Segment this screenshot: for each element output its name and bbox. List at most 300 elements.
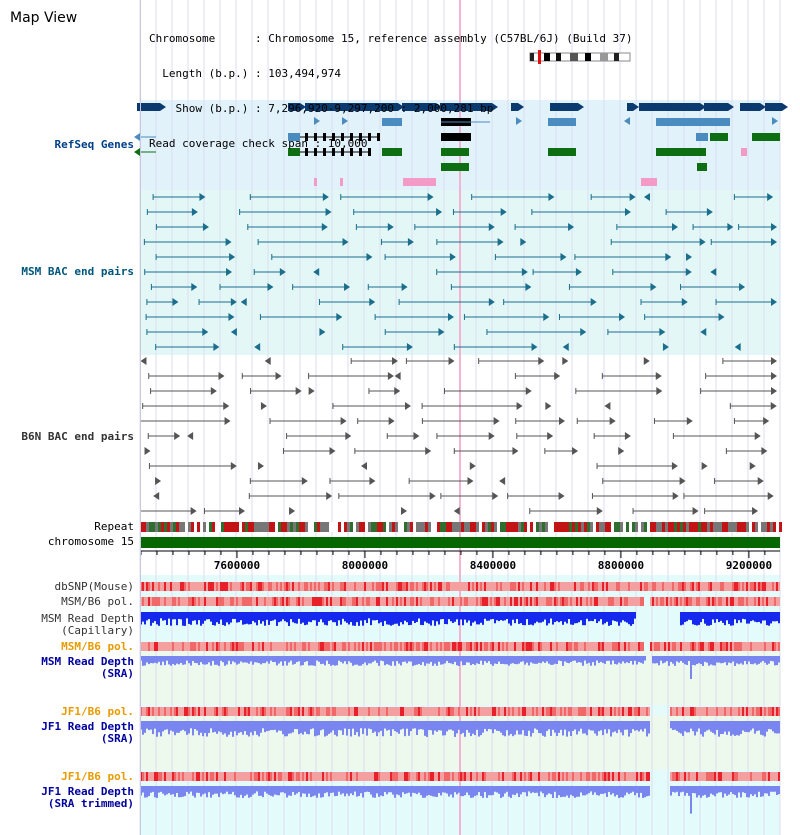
msm-pol-cell — [166, 597, 168, 606]
jf1-pol-cell — [574, 772, 576, 781]
jf1-pol-cell — [338, 772, 340, 781]
jf1-sra-depth-bar — [742, 721, 744, 731]
msm-pol-cell — [202, 642, 204, 651]
jf1-sra-depth-bar — [552, 721, 554, 730]
msm-cap-depth-bar — [354, 612, 356, 626]
b6n-bac-end — [330, 447, 336, 455]
repeat-segment — [224, 522, 227, 532]
track-label-b6n-bac[interactable]: B6N BAC end pairs — [21, 430, 134, 443]
jf1-pol-cell — [238, 707, 240, 716]
jf1-trim-depth-bar — [418, 786, 420, 793]
dbsnp-cell — [746, 582, 748, 591]
msm-pol-cell — [170, 642, 172, 651]
repeat-segment — [491, 522, 494, 532]
repeat-segment — [395, 522, 398, 532]
msm-pol-cell — [274, 642, 276, 651]
msm-cap-depth-bar — [692, 612, 694, 624]
dbsnp-cell — [496, 582, 498, 591]
msm-pol-cell — [576, 642, 578, 651]
jf1-pol-cell — [174, 707, 176, 716]
msm-pol-cell — [542, 642, 544, 651]
msm-pol-cell — [456, 597, 458, 606]
track-label-msm-pol-1[interactable]: MSM/B6 pol. — [61, 595, 134, 608]
jf1-pol-cell — [476, 707, 478, 716]
jf1-pol-cell — [224, 772, 226, 781]
msm-pol-cell — [492, 597, 494, 606]
msm-cap-depth-bar — [146, 612, 148, 620]
jf1-trim-depth-bar — [476, 786, 478, 795]
jf1-pol-cell — [774, 707, 776, 716]
jf1-pol-cell — [184, 707, 186, 716]
msm-sra-depth-bar — [520, 656, 522, 662]
jf1-trim-depth-bar — [718, 786, 720, 792]
msm-cap-depth-bar — [562, 612, 564, 625]
msm-cap-depth-bar — [732, 612, 734, 625]
msm-pol-cell — [568, 642, 570, 651]
msm-pol-cell — [650, 597, 652, 606]
msm-cap-depth-bar — [516, 612, 518, 619]
jf1-pol-cell — [712, 772, 714, 781]
msm-sra-depth-bar — [734, 656, 736, 666]
msm-pol-cell — [620, 642, 622, 651]
jf1-pol-cell — [498, 707, 500, 716]
msm-pol-cell — [334, 597, 336, 606]
repeat-segment — [332, 522, 335, 532]
repeat-segment — [623, 522, 626, 532]
jf1-trim-depth-bar — [480, 786, 482, 796]
dbsnp-cell — [770, 582, 772, 591]
jf1-sra-depth-bar — [292, 721, 294, 732]
b6n-bac-end — [467, 477, 473, 485]
msm-pol-cell — [704, 642, 706, 651]
jf1-sra-depth-bar — [208, 721, 210, 733]
msm-pol-cell — [764, 642, 766, 651]
jf1-sra-depth-bar — [192, 721, 194, 735]
track-label-repeat[interactable]: Repeat — [94, 520, 134, 533]
msm-pol-cell — [496, 597, 498, 606]
msm-pol-cell — [520, 642, 522, 651]
msm-sra-depth-bar — [460, 656, 462, 661]
msm-pol-cell — [390, 597, 392, 606]
msm-pol-cell — [390, 642, 392, 651]
b6n-bac-end — [394, 387, 400, 395]
jf1-trim-depth-bar — [240, 786, 242, 795]
repeat-segment — [584, 522, 587, 532]
jf1-pol-cell — [148, 707, 150, 716]
repeat-segment — [212, 522, 215, 532]
repeat-segment — [287, 522, 290, 532]
jf1-pol-cell — [708, 707, 710, 716]
msm-pol-cell — [296, 597, 298, 606]
jf1-trim-depth-bar — [516, 786, 518, 793]
jf1-sra-depth-bar — [478, 721, 480, 737]
jf1-pol-cell — [144, 772, 146, 781]
msm-cap-depth-bar — [680, 612, 682, 625]
jf1-trim-depth-bar — [180, 786, 182, 797]
jf1-trim-depth-bar — [426, 786, 428, 796]
dbsnp-cell — [772, 582, 774, 591]
msm-cap-depth-bar — [690, 612, 692, 620]
jf1-pol-cell — [428, 772, 430, 781]
msm-cap-depth-bar — [444, 612, 446, 624]
dbsnp-cell — [202, 582, 204, 591]
msm-pol-cell — [656, 642, 658, 651]
jf1-pol-cell — [266, 772, 268, 781]
repeat-segment — [614, 522, 617, 532]
msm-pol-cell — [498, 597, 500, 606]
jf1-trim-depth-bar — [770, 786, 772, 792]
jf1-sra-depth-bar — [272, 721, 274, 730]
dbsnp-cell — [492, 582, 494, 591]
repeat-segment — [407, 522, 410, 532]
jf1-pol-cell — [294, 707, 296, 716]
msm-pol-cell — [234, 597, 236, 606]
jf1-trim-depth-bar — [268, 786, 270, 795]
b6n-bac-end — [771, 372, 777, 380]
b6n-bac-end — [771, 357, 777, 365]
msm-pol-cell — [616, 597, 618, 606]
msm-cap-depth-bar — [242, 612, 244, 625]
jf1-sra-depth-bar — [210, 721, 212, 728]
track-label-msm-depth-sra[interactable]: MSM Read Depth (SRA) — [41, 655, 134, 680]
jf1-pol-cell — [696, 707, 698, 716]
dbsnp-cell — [464, 582, 466, 591]
jf1-pol-cell — [642, 707, 644, 716]
dbsnp-cell — [300, 582, 302, 591]
msm-pol-cell — [412, 597, 414, 606]
msm-pol-cell — [168, 642, 170, 651]
info-line-chromosome: Chromosome : Chromosome 15, reference assembly (C57BL/6J) (Build 37) — [149, 32, 633, 46]
dbsnp-cell — [340, 582, 342, 591]
jf1-trim-depth-bar — [332, 786, 334, 793]
dbsnp-cell — [458, 582, 460, 591]
msm-pol-cell — [696, 642, 698, 651]
msm-sra-depth-bar — [590, 656, 592, 666]
msm-sra-depth-bar — [696, 656, 698, 664]
msm-pol-cell — [488, 642, 490, 651]
track-label-chromosome[interactable]: chromosome 15 — [47, 535, 134, 548]
jf1-pol-cell — [584, 772, 586, 781]
b6n-bac-end — [680, 477, 686, 485]
jf1-pol-cell — [608, 772, 610, 781]
msm-cap-depth-bar — [240, 612, 242, 620]
jf1-sra-depth-bar — [482, 721, 484, 733]
jf1-sra-depth-bar — [160, 721, 162, 736]
msm-cap-depth-bar — [514, 612, 516, 623]
jf1-trim-depth-bar — [536, 786, 538, 793]
msm-pol-cell — [720, 642, 722, 651]
jf1-pol-cell — [150, 772, 152, 781]
msm-pol-cell — [584, 642, 586, 651]
msm-cap-depth-bar — [720, 612, 722, 621]
repeat-segment — [221, 522, 224, 532]
track-label-msm-pol-2[interactable]: MSM/B6 pol. — [61, 640, 134, 653]
msm-cap-depth-bar — [512, 612, 514, 620]
jf1-pol-cell — [728, 707, 730, 716]
msm-sra-depth-bar — [572, 656, 574, 661]
msm-sra-depth-bar — [212, 656, 214, 661]
msm-pol-cell — [578, 642, 580, 651]
msm-sra-depth-bar — [772, 656, 774, 661]
jf1-pol-cell — [212, 707, 214, 716]
gene-feature — [741, 148, 747, 156]
track-label-jf1-pol-1[interactable]: JF1/B6 pol. — [61, 705, 134, 718]
jf1-trim-depth-bar — [260, 786, 262, 796]
msm-pol-cell — [444, 597, 446, 606]
jf1-pol-cell — [548, 772, 550, 781]
jf1-trim-depth-bar — [564, 786, 566, 797]
msm-sra-depth-bar — [186, 656, 188, 661]
msm-pol-cell — [260, 597, 262, 606]
dbsnp-cell — [364, 582, 366, 591]
msm-pol-cell — [446, 642, 448, 651]
jf1-sra-depth-bar — [714, 721, 716, 735]
jf1-trim-depth-bar — [328, 786, 330, 796]
repeat-segment — [422, 522, 425, 532]
msm-sra-depth-bar — [148, 656, 150, 664]
dbsnp-cell — [670, 582, 672, 591]
jf1-pol-cell — [628, 707, 630, 716]
repeat-segment — [173, 522, 176, 532]
msm-pol-cell — [300, 642, 302, 651]
repeat-segment — [323, 522, 326, 532]
jf1-pol-cell — [454, 772, 456, 781]
jf1-pol-cell — [694, 707, 696, 716]
msm-sra-depth-bar — [424, 656, 426, 666]
msm-cap-depth-bar — [192, 612, 194, 621]
dbsnp-cell — [214, 582, 216, 591]
dbsnp-cell — [406, 582, 408, 591]
msm-pol-cell — [144, 642, 146, 651]
msm-pol-cell — [272, 597, 274, 606]
msm-pol-cell — [626, 597, 628, 606]
jf1-sra-depth-bar — [642, 721, 644, 732]
msm-cap-depth-bar — [536, 612, 538, 622]
jf1-pol-cell — [396, 772, 398, 781]
jf1-trim-depth-bar — [484, 786, 486, 792]
jf1-pol-cell — [688, 772, 690, 781]
jf1-pol-cell — [744, 772, 746, 781]
dbsnp-cell — [414, 582, 416, 591]
track-label-jf1-pol-2[interactable]: JF1/B6 pol. — [61, 770, 134, 783]
msm-pol-cell — [376, 597, 378, 606]
repeat-segment — [176, 522, 179, 532]
track-label-jf1-depth-sra[interactable]: JF1 Read Depth (SRA) — [41, 720, 134, 745]
repeat-segment — [455, 522, 458, 532]
info-line-length: Length (b.p.) : 103,494,974 — [149, 66, 342, 80]
dbsnp-cell — [636, 582, 638, 591]
repeat-segment — [392, 522, 395, 532]
jf1-pol-cell — [306, 707, 308, 716]
msm-pol-cell — [734, 642, 736, 651]
msm-pol-cell — [394, 642, 396, 651]
msm-pol-cell — [148, 597, 150, 606]
b6n-bac-end — [499, 477, 505, 485]
jf1-trim-depth-bar — [168, 786, 170, 793]
msm-cap-depth-bar — [244, 612, 246, 624]
msm-cap-depth-bar — [572, 612, 574, 625]
jf1-pol-cell — [686, 772, 688, 781]
dbsnp-cell — [200, 582, 202, 591]
repeat-segment — [590, 522, 593, 532]
dbsnp-cell — [758, 582, 760, 591]
jf1-trim-depth-bar — [678, 786, 680, 796]
jf1-pol-cell — [676, 707, 678, 716]
jf1-trim-depth-bar — [286, 786, 288, 797]
jf1-sra-depth-bar — [376, 721, 378, 736]
jf1-sra-depth-bar — [530, 721, 532, 737]
msm-sra-depth-bar — [642, 656, 644, 664]
msm-pol-cell — [340, 642, 342, 651]
msm-sra-depth-bar — [430, 656, 432, 662]
msm-sra-depth-bar — [680, 656, 682, 661]
repeat-segment — [731, 522, 734, 532]
jf1-trim-depth-bar — [726, 786, 728, 796]
repeat-segment — [596, 522, 599, 532]
msm-pol-cell — [236, 642, 238, 651]
dbsnp-cell — [774, 582, 776, 591]
msm-sra-depth-bar — [738, 656, 740, 664]
jf1-pol-cell — [516, 772, 518, 781]
jf1-pol-cell — [142, 707, 144, 716]
jf1-pol-cell — [322, 707, 324, 716]
jf1-pol-cell — [230, 707, 232, 716]
jf1-trim-depth-bar — [742, 786, 744, 792]
b6n-bac-end — [401, 507, 407, 515]
gene-feature — [314, 178, 317, 186]
jf1-pol-cell — [306, 772, 308, 781]
jf1-pol-cell — [520, 772, 522, 781]
dbsnp-cell — [152, 582, 154, 591]
jf1-trim-depth-bar — [402, 786, 404, 792]
msm-pol-cell — [594, 642, 596, 651]
jf1-pol-cell — [740, 707, 742, 716]
jf1-pol-cell — [156, 772, 158, 781]
jf1-pol-cell — [154, 707, 156, 716]
jf1-sra-depth-bar — [312, 721, 314, 728]
msm-pol-cell — [314, 642, 316, 651]
track-label-msm-depth-capillary[interactable]: MSM Read Depth (Capillary) — [41, 612, 134, 637]
jf1-pol-cell — [434, 707, 436, 716]
msm-cap-depth-bar — [422, 612, 424, 625]
msm-pol-cell — [178, 597, 180, 606]
jf1-trim-depth-bar — [152, 786, 154, 792]
msm-pol-cell — [748, 642, 750, 651]
gene-feature — [752, 133, 780, 141]
dbsnp-cell — [582, 582, 584, 591]
b6n-bac-end — [672, 462, 678, 470]
dbsnp-cell — [728, 582, 730, 591]
jf1-sra-depth-bar — [380, 721, 382, 731]
msm-pol-cell — [766, 642, 768, 651]
dbsnp-cell — [596, 582, 598, 591]
jf1-sra-depth-bar — [634, 721, 636, 731]
jf1-pol-cell — [696, 772, 698, 781]
msm-pol-cell — [290, 642, 292, 651]
msm-pol-cell — [414, 597, 416, 606]
msm-pol-cell — [406, 642, 408, 651]
msm-sra-depth-bar — [742, 656, 744, 665]
msm-pol-cell — [258, 597, 260, 606]
dbsnp-cell — [750, 582, 752, 591]
repeat-segment — [296, 522, 299, 532]
jf1-pol-cell — [454, 707, 456, 716]
dbsnp-cell — [546, 582, 548, 591]
jf1-pol-cell — [592, 772, 594, 781]
msm-pol-cell — [188, 597, 190, 606]
jf1-sra-depth-bar — [306, 721, 308, 734]
msm-cap-depth-bar — [288, 612, 290, 626]
jf1-pol-cell — [320, 772, 322, 781]
jf1-pol-cell — [770, 707, 772, 716]
jf1-pol-cell — [450, 772, 452, 781]
jf1-trim-depth-bar — [528, 786, 530, 791]
jf1-pol-cell — [360, 707, 362, 716]
msm-cap-depth-bar — [560, 612, 562, 621]
jf1-pol-cell — [566, 707, 568, 716]
jf1-sra-depth-bar — [500, 721, 502, 733]
track-label-refseq[interactable]: RefSeq Genes — [54, 138, 134, 151]
msm-pol-cell — [554, 597, 556, 606]
jf1-pol-cell — [738, 707, 740, 716]
dbsnp-cell — [286, 582, 288, 591]
jf1-sra-depth-bar — [366, 721, 368, 736]
viewer-left-border — [140, 0, 141, 835]
msm-sra-depth-bar — [666, 656, 668, 661]
b6n-bac-end — [554, 372, 560, 380]
msm-cap-depth-bar — [326, 612, 328, 625]
msm-pol-cell — [248, 642, 250, 651]
track-label-jf1-depth-trimmed[interactable]: JF1 Read Depth (SRA trimmed) — [41, 785, 134, 810]
msm-pol-cell — [536, 597, 538, 606]
dbsnp-cell — [314, 582, 316, 591]
msm-pol-cell — [428, 642, 430, 651]
jf1-trim-depth-bar — [622, 786, 624, 798]
repeat-segment — [458, 522, 461, 532]
jf1-pol-cell — [466, 707, 468, 716]
msm-sra-depth-bar — [526, 656, 528, 663]
jf1-sra-depth-bar — [294, 721, 296, 729]
jf1-pol-cell — [746, 772, 748, 781]
track-label-dbsnp[interactable]: dbSNP(Mouse) — [54, 580, 134, 593]
jf1-sra-depth-bar — [166, 721, 168, 729]
jf1-sra-depth-bar — [702, 721, 704, 737]
track-label-msm-bac[interactable]: MSM BAC end pairs — [21, 265, 134, 278]
jf1-pol-cell — [314, 707, 316, 716]
jf1-sra-depth-bar — [368, 721, 370, 729]
msm-pol-cell — [368, 642, 370, 651]
b6n-bac-end — [492, 492, 498, 500]
msm-sra-depth-bar — [342, 656, 344, 663]
msm-pol-cell — [522, 642, 524, 651]
msm-pol-cell — [142, 642, 144, 651]
repeat-segment — [479, 522, 482, 532]
msm-pol-cell — [320, 642, 322, 651]
jf1-sra-depth-bar — [706, 721, 708, 731]
jf1-sra-depth-bar — [238, 721, 240, 733]
msm-pol-cell — [364, 642, 366, 651]
msm-pol-cell — [220, 597, 222, 606]
jf1-sra-depth-bar — [364, 721, 366, 728]
jf1-pol-cell — [320, 707, 322, 716]
msm-cap-depth-bar — [330, 612, 332, 620]
msm-pol-cell — [344, 642, 346, 651]
msm-pol-cell — [706, 597, 708, 606]
msm-cap-depth-bar — [198, 612, 200, 620]
msm-cap-depth-bar — [628, 612, 630, 624]
dbsnp-cell — [232, 582, 234, 591]
jf1-trim-depth-bar — [318, 786, 320, 793]
